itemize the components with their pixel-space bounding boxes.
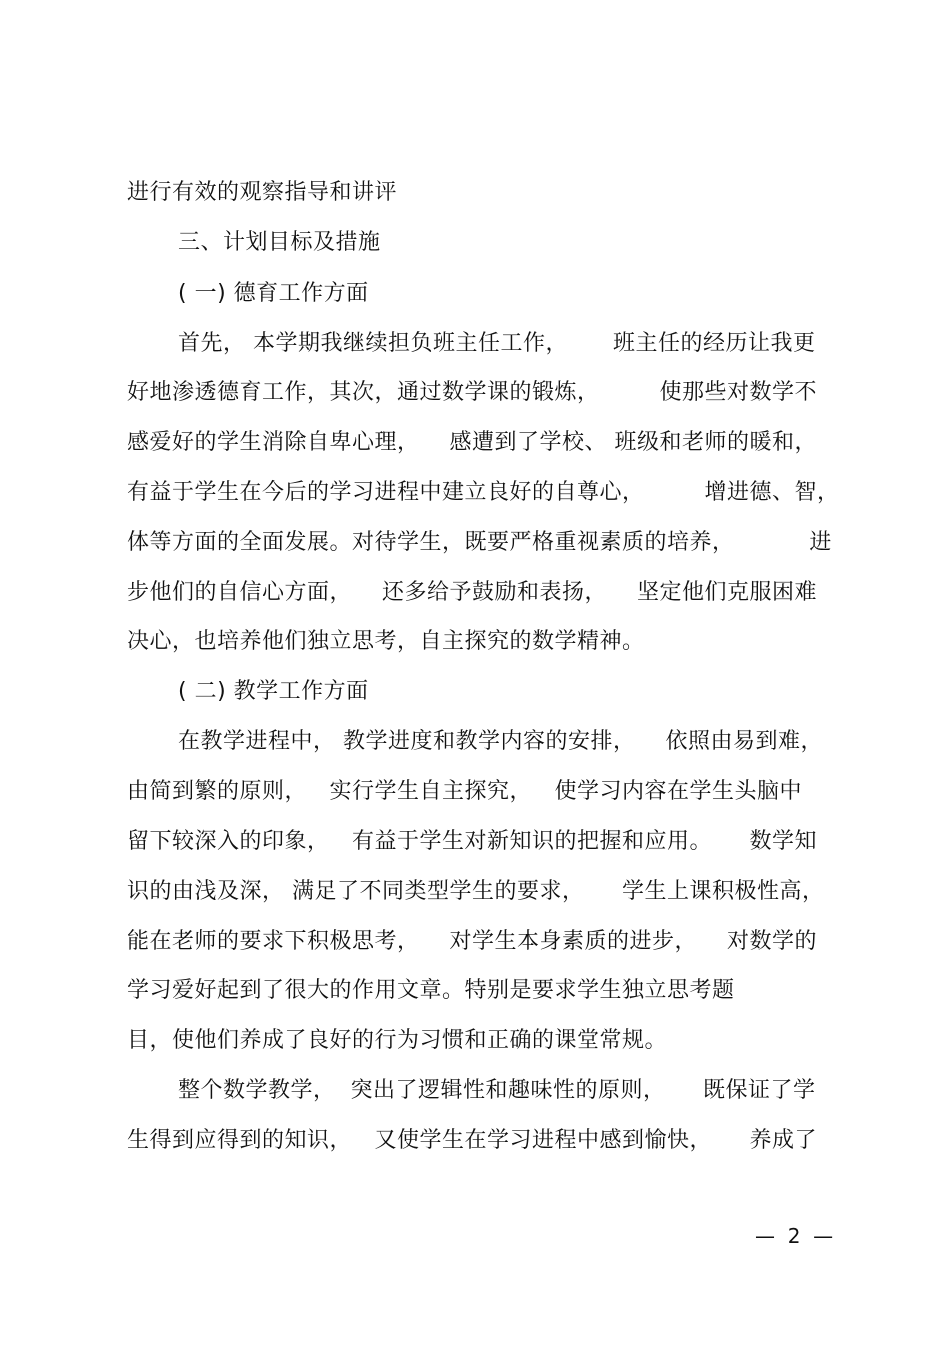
- section-heading: 三、计划目标及措施: [178, 230, 381, 255]
- text-line: 感爱好的学生消除自卑心理， 感遭到了学校、 班级和老师的暖和，: [127, 430, 817, 455]
- subsection-heading: ( 一) 德育工作方面: [178, 281, 369, 306]
- text-line: 首先， 本学期我继续担负班主任工作， 班主任的经历让我更: [178, 331, 816, 356]
- text-line: 由简到繁的原则， 实行学生自主探究， 使学习内容在学生头脑中: [127, 779, 802, 804]
- text-line: 体等方面的全面发展。对待学生，既要严格重视素质的培养， 进: [127, 530, 832, 555]
- text-line: 步他们的自信心方面， 还多给予鼓励和表扬， 坚定他们克服困难: [127, 580, 817, 605]
- text-line: 好地渗透德育工作，其次，通过数学课的锻炼， 使那些对数学不: [127, 380, 817, 405]
- text-line: 留下较深入的印象， 有益于学生对新知识的把握和应用。 数学知: [127, 829, 817, 854]
- text-line: 学习爱好起到了很大的作用文章。特别是要求学生独立思考题: [127, 978, 735, 1003]
- text-line: 生得到应得到的知识， 又使学生在学习进程中感到愉快， 养成了: [127, 1128, 817, 1153]
- page-number: — 2 —: [755, 1224, 834, 1248]
- text-line: 识的由浅及深， 满足了不同类型学生的要求， 学生上课积极性高，: [127, 879, 825, 904]
- text-line: 决心，也培养他们独立思考，自主探究的数学精神。: [127, 629, 645, 654]
- text-line: 在教学进程中， 教学进度和教学内容的安排， 依照由易到难，: [178, 729, 823, 754]
- text-line: 整个数学教学， 突出了逻辑性和趣味性的原则， 既保证了学: [178, 1078, 816, 1103]
- text-line: 目，使他们养成了良好的行为习惯和正确的课堂常规。: [127, 1028, 668, 1053]
- text-line: 能在老师的要求下积极思考， 对学生本身素质的进步， 对数学的: [127, 929, 817, 954]
- text-line: 有益于学生在今后的学习进程中建立良好的自尊心， 增进德、智，: [127, 480, 840, 505]
- subsection-heading: ( 二) 教学工作方面: [178, 679, 369, 704]
- text-line: 进行有效的观察指导和讲评: [127, 180, 398, 205]
